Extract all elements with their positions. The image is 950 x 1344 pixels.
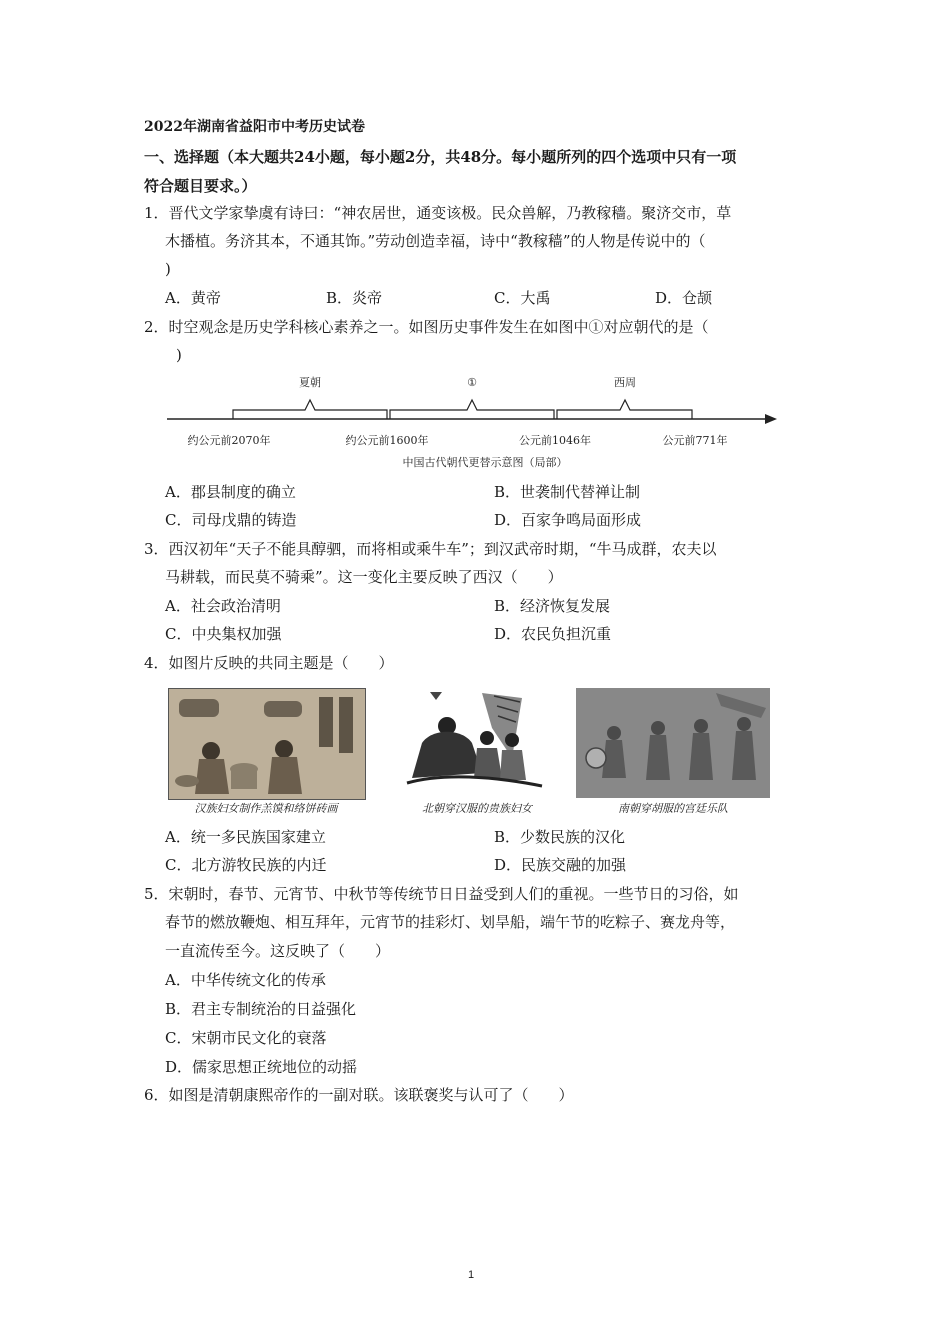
document-title: 2022年湖南省益阳市中考历史试卷 (144, 119, 365, 135)
question-3-option-a: A．社会政治清明 (165, 597, 281, 615)
timeline-label-western-zhou: 西周 (614, 376, 636, 389)
timeline-date-2: 约公元前1600年 (345, 434, 429, 447)
question-1-line-2: 木播植。务济其本，不通其饰。”劳动创造幸福，诗中“教稼穑”的人物是传说中的（ (165, 232, 706, 250)
question-2-option-b: B．世袭制代替禅让制 (494, 483, 641, 501)
timeline-label-xia: 夏朝 (299, 376, 321, 389)
question-2-option-c: C．司母戊鼎的铸造 (165, 511, 297, 529)
page-number: 1 (468, 1269, 475, 1281)
question-1-line-3: ) (165, 260, 171, 278)
question-5-option-a: A．中华传统文化的传承 (165, 971, 326, 989)
brick-painting-image (169, 689, 365, 799)
question-5-option-c: C．宋朝市民文化的衰落 (165, 1029, 327, 1047)
timeline-date-4: 公元前771年 (662, 434, 728, 447)
northern-dynasty-image (402, 688, 552, 798)
question-1-option-b: B．炎帝 (326, 289, 383, 307)
picture-caption-1: 汉族妇女制作羔馍和络饼砖画 (194, 802, 338, 815)
timeline-date-1: 约公元前2070年 (187, 434, 271, 447)
question-2-option-d: D．百家争鸣局面形成 (494, 511, 642, 529)
picture-caption-2: 北朝穿汉服的贵族妇女 (422, 802, 532, 815)
question-3-option-d: D．农民负担沉重 (494, 625, 612, 643)
question-5-line-1: 5．宋朝时，春节、元宵节、中秋节等传统节日日益受到人们的重视。一些节日的习俗，如 (144, 885, 739, 903)
question-4-line-1: 4．如图片反映的共同主题是（ ） (144, 654, 394, 672)
question-1-option-d: D．仓颉 (655, 289, 713, 307)
timeline-label-1: ① (467, 376, 477, 389)
question-3-option-c: C．中央集权加强 (165, 625, 282, 643)
question-6-line-1: 6．如图是清朝康熙帝作的一副对联。该联褒奖与认可了（ ） (144, 1086, 574, 1104)
question-1-option-a: A．黄帝 (165, 289, 221, 307)
dynasty-timeline (165, 366, 785, 476)
timeline-date-3: 公元前1046年 (519, 434, 591, 447)
southern-dynasty-image (576, 688, 770, 798)
question-2-line-1: 2．时空观念是历史学科核心素养之一。如图历史事件发生在如图中①对应朝代的是（ (144, 318, 709, 336)
question-4-option-c: C．北方游牧民族的内迁 (165, 856, 327, 874)
question-4-option-a: A．统一多民族国家建立 (165, 828, 326, 846)
picture-northern-dynasty (402, 688, 552, 818)
picture-brick-painting (168, 688, 364, 818)
question-1-option-c: C．大禹 (494, 289, 551, 307)
question-5-line-2: 春节的燃放鞭炮、相互拜年，元宵节的挂彩灯、划旱船，端午节的吃粽子、赛龙舟等， (165, 913, 736, 931)
question-5-option-d: D．儒家思想正统地位的动摇 (165, 1058, 358, 1076)
question-5-line-3: 一直流传至今。这反映了（ ） (165, 942, 391, 960)
question-4-option-b: B．少数民族的汉化 (494, 828, 626, 846)
question-1-line-1: 1．晋代文学家挚虞有诗曰：“神农居世，通变该极。民众兽解，乃教稼穑。聚济交市，草 (144, 204, 732, 222)
question-2-line-2: ) (176, 346, 182, 364)
section-heading: 一、选择题（本大题共24小题，每小题2分，共48分。每小题所列的四个选项中只有一项 (144, 148, 737, 166)
picture-caption-3: 南朝穿胡服的宫廷乐队 (618, 802, 728, 815)
question-3-line-1: 3．西汉初年“天子不能具醇驷，而将相或乘牛车”；到汉武帝时期，“牛马成群，农夫以 (144, 540, 717, 558)
question-3-option-b: B．经济恢复发展 (494, 597, 611, 615)
picture-southern-dynasty (576, 688, 770, 818)
section-heading-cont: 符合题目要求。） (144, 177, 257, 195)
timeline-caption: 中国古代朝代更替示意图（局部） (402, 456, 568, 469)
question-3-line-2: 马耕载，而民莫不骑乘”。这一变化主要反映了西汉（ ） (165, 568, 563, 586)
question-4-option-d: D．民族交融的加强 (494, 856, 627, 874)
question-2-option-a: A．郡县制度的确立 (165, 483, 296, 501)
question-5-option-b: B．君主专制统治的日益强化 (165, 1000, 357, 1018)
